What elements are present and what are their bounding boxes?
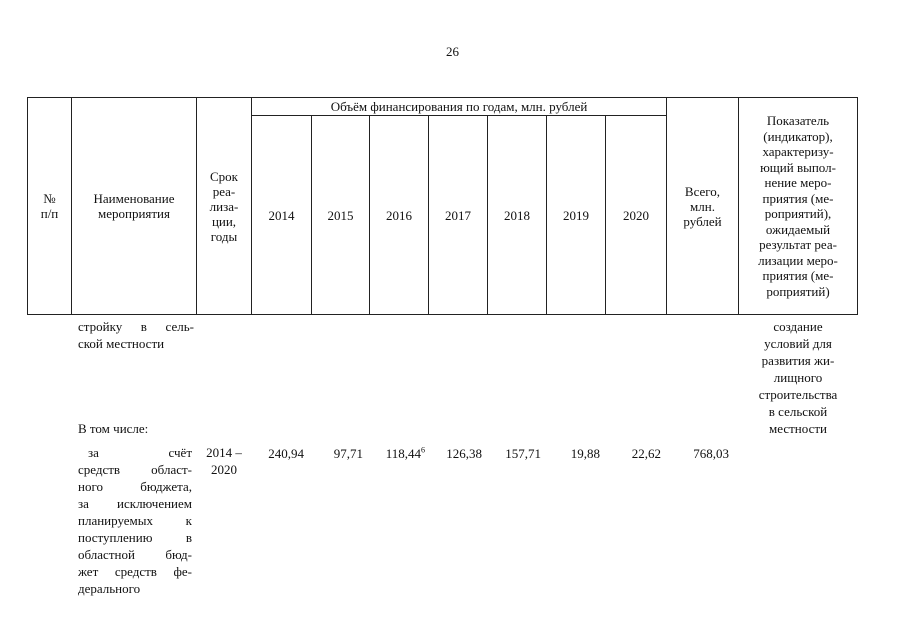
value-total: 768,03 — [693, 446, 729, 461]
header-year-2018: 2018 — [504, 207, 530, 223]
value-2019: 19,88 — [570, 446, 600, 461]
header-period: Срок реа- лиза- ции, годы — [209, 168, 239, 244]
result-text: создание условий для развития жи- лищного строительства в сельской местности — [758, 319, 838, 436]
row-name: за счёт средств област- ного бюджета, за исключением планируемых к поступлению в областной бюд- жет средств фе- дерального — [78, 445, 192, 596]
row-period: 2014 – 2020 — [206, 445, 242, 477]
value-2020: 22,62 — [631, 446, 661, 461]
header-num: № п/п — [40, 191, 59, 221]
header-year-2015: 2015 — [327, 207, 354, 223]
header-year-2017: 2017 — [445, 207, 471, 223]
header-year-2020: 2020 — [623, 207, 649, 223]
header-total: Всего, млн. рублей — [683, 183, 722, 229]
header-year-2019: 2019 — [563, 207, 589, 223]
value-2016: 118,44$^6$ — [385, 445, 425, 461]
footnote-marker: 6 — [421, 445, 425, 455]
value-2014: 240,94 — [268, 446, 304, 461]
value-2017: 126,38 — [446, 446, 482, 461]
header-indicator: Показатель (индикатор), характеризу- ющий выпол- нение меро- приятия (ме- роприятий), ожидаемый результат реа- лизации меро- приятия (ме- роприятий) — [758, 113, 838, 299]
page-number: 26 — [446, 44, 459, 59]
header-funding-group: Объём финансирования по годам, млн. рублей — [330, 98, 588, 114]
header-name: Наименование мероприятия — [93, 191, 175, 221]
value-2015: 97,71 — [333, 446, 363, 461]
name-continuation: стройку в сель- ской местности — [78, 319, 194, 351]
value-2018: 157,71 — [505, 446, 541, 461]
including-label: В том числе: — [78, 421, 149, 436]
header-year-2016: 2016 — [386, 207, 412, 223]
header-year-2014: 2014 — [268, 207, 295, 223]
